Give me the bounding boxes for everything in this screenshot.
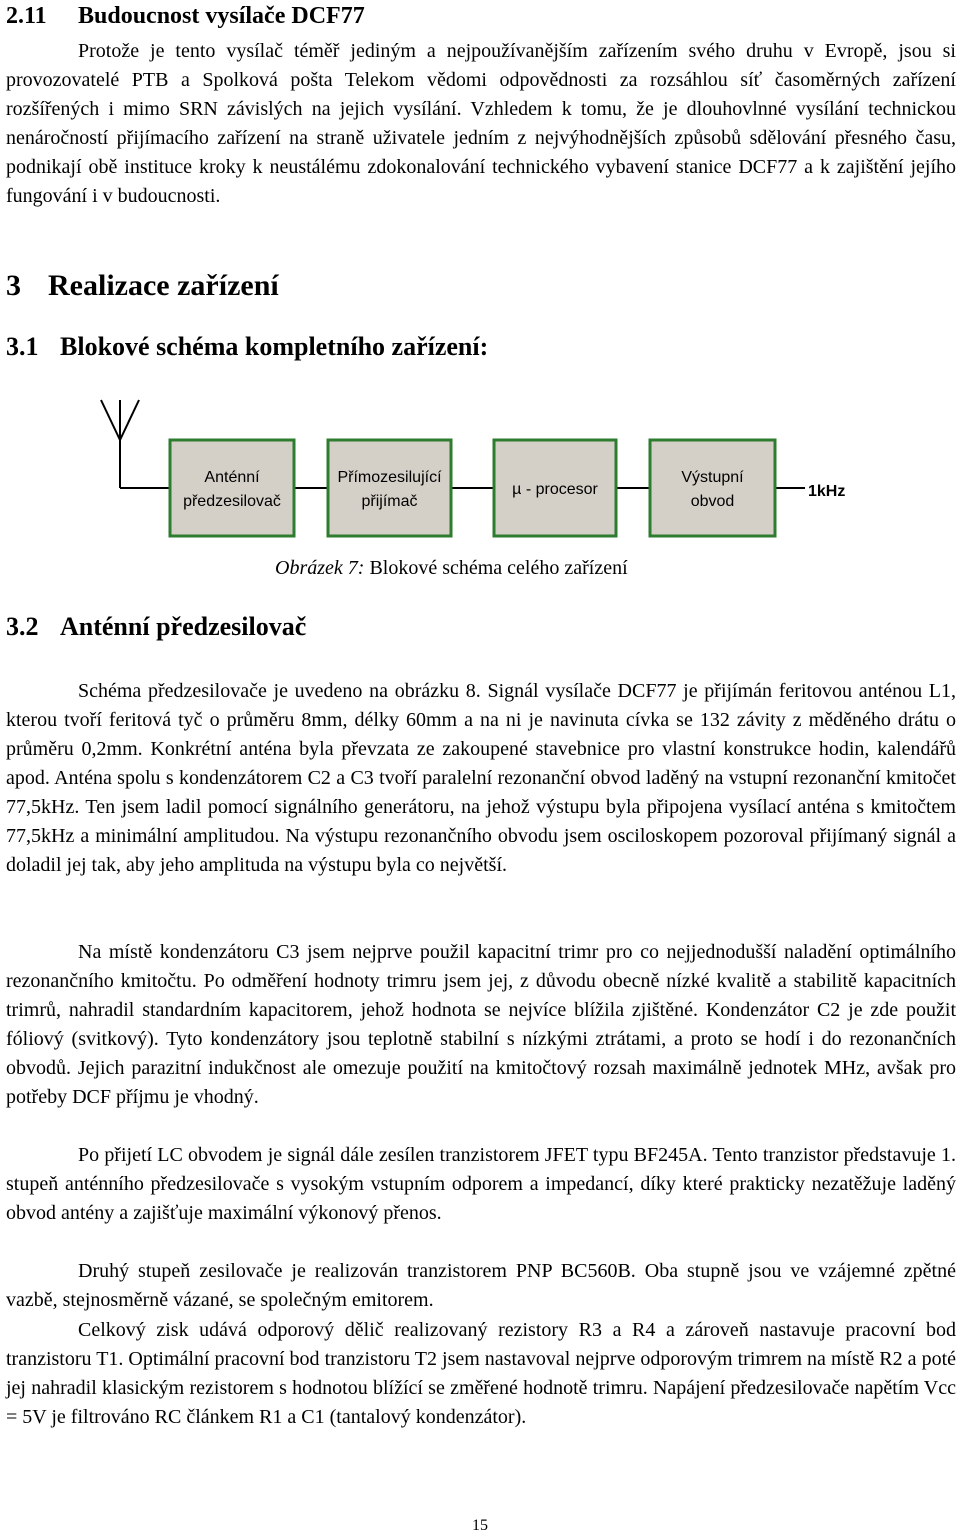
block-output-circuit xyxy=(650,440,775,536)
figure-caption-label: Obrázek 7: xyxy=(275,557,365,579)
block-label: předzesilovač xyxy=(183,493,281,510)
figure-caption-text: Blokové schéma celého zařízení xyxy=(369,557,628,579)
paragraph-jfet: Po přijetí LC obvodem je signál dále zesílen tranzistorem JFET typu BF245A. Tento tranzistor představuje 1. stupeň anténního předzesilovače s vysokým vstupním odporem a impedancí, díky které prakticky nezatěžuje laděný obvod antény a zajišťuje maximální výkonový přenos. xyxy=(6,1144,956,1224)
paragraph-dcf77-future: Protože je tento vysílač téměř jediným a nejpoužívanějším zařízením svého druhu v Evropě, jsou si provozovatelé PTB a Spolková pošta Telekom vědomi odpovědnosti za rozsáhlou síť časoměrných zařízení rozšířených i mimo SRN závislých na jejich vysílání. Vzhledem k tomu, že je dlouhovlnné vysílání technickou nenáročností přijímacího zařízení na straně uživatele jedním z nejvýhodnějších způsobů sdělování přesného času, podnikají obě instituce kroky k neustálému zdokonalování technického vybavení stanice DCF77 a k zajištění jejího fungování i v budoucnosti. xyxy=(6,40,956,207)
block-label: µ - procesor xyxy=(512,481,598,498)
section-number: 2.11 xyxy=(6,3,47,29)
section-title: Realizace zařízení xyxy=(48,269,279,302)
output-frequency-label: 1kHz xyxy=(808,483,846,500)
block-diagram xyxy=(0,385,960,585)
block-microprocessor xyxy=(494,440,616,536)
section-title: Anténní předzesilovač xyxy=(60,612,307,641)
block-box xyxy=(650,440,775,536)
section-number: 3 xyxy=(6,269,21,302)
heading-3 xyxy=(6,268,279,304)
block-label: obvod xyxy=(690,493,735,510)
heading-3-2 xyxy=(6,611,306,643)
block-label: Výstupní xyxy=(681,469,744,486)
section-number: 3.2 xyxy=(6,612,39,641)
block-label: přijímač xyxy=(361,493,418,510)
figure-caption xyxy=(275,557,628,580)
block-label: Anténní xyxy=(204,469,260,486)
block-label: Přímozesilující xyxy=(337,469,442,486)
block-trf-receiver xyxy=(328,440,451,536)
paragraph-second-stage: Druhý stupeň zesilovače je realizován tranzistorem PNP BC560B. Oba stupně jsou ve vzájemné zpětné vazbě, stejnosměrně vázané, se společným emitorem. xyxy=(6,1260,956,1311)
section-title: Budoucnost vysílače DCF77 xyxy=(78,3,365,29)
antenna-icon xyxy=(101,400,139,488)
block-box xyxy=(328,440,451,536)
paragraph-capacitors: Na místě kondenzátoru C3 jsem nejprve použil kapacitní trimr pro co nejjednodušší naladění optimálního rezonančního kmitočtu. Po odměření hodnoty trimru jsem jej, z důvodu obecně nízké kvalitě a stabilitě kapacitních trimrů, nahradil standardním kapacitorem, jehož hodnota se nejvíce blížila zjištěné. Kondenzátor C2 je zde použit fóliový (svitkový). Tyto kondenzátory jsou teplotně stabilní s nízkými ztrátami, a proto se hodí i do rezonančních obvodů. Jejich parazitní indukčnost ale omezuje použití na kmitočtový rozsah maximálně jednotek MHz, avšak pro potřeby DCF příjmu je vhodný. xyxy=(6,941,956,1108)
heading-3-1 xyxy=(6,331,488,363)
heading-2-11 xyxy=(6,1,365,31)
block-antenna-preamp xyxy=(170,440,294,536)
section-title: Blokové schéma kompletního zařízení: xyxy=(60,332,489,361)
paragraph-antenna: Schéma předzesilovače je uvedeno na obrázku 8. Signál vysílače DCF77 je přijímán feritovou anténou L1, kterou tvoří feritová tyč o průměru 8mm, délky 60mm a na ni je navinuta cívka se 132 závity z měděného drátu o průměru 0,2mm. Konkrétní anténa byla převzata ze zakoupené stavebnice pro vlastní konstrukce hodin, kalendářů apod. Anténa spolu s kondenzátorem C2 a C3 tvoří paralelní rezonanční obvod laděný na vstupní rezonanční kmitočet 77,5kHz. Ten jsem ladil pomocí signálního generátoru, na jehož výstupu byla připojena vysílací anténa s kmitočtem 77,5kHz a minimální amplitudou. Na výstupu rezonančního obvodu jsem osciloskopem pozoroval přijímaný signál a doladil jej tak, aby jeho amplituda na výstupu byla co největší. xyxy=(6,680,956,876)
block-box xyxy=(170,440,294,536)
page-number: 15 xyxy=(472,1517,488,1534)
paragraph-gain: Celkový zisk udává odporový dělič realizovaný rezistory R3 a R4 a zároveň nastavuje pracovní bod tranzistoru T1. Optimální pracovní bod tranzistoru T2 jsem nastavoval nejprve odporovým trimrem na místě R2 a poté jej nahradil klasickým rezistorem s hodnotou blížící se změřené hodnotě trimru. Napájení předzesilovače napětím Vcc = 5V je filtrováno RC článkem R1 a C1 (tantalový kondenzátor). xyxy=(6,1319,956,1428)
section-number: 3.1 xyxy=(6,332,39,361)
